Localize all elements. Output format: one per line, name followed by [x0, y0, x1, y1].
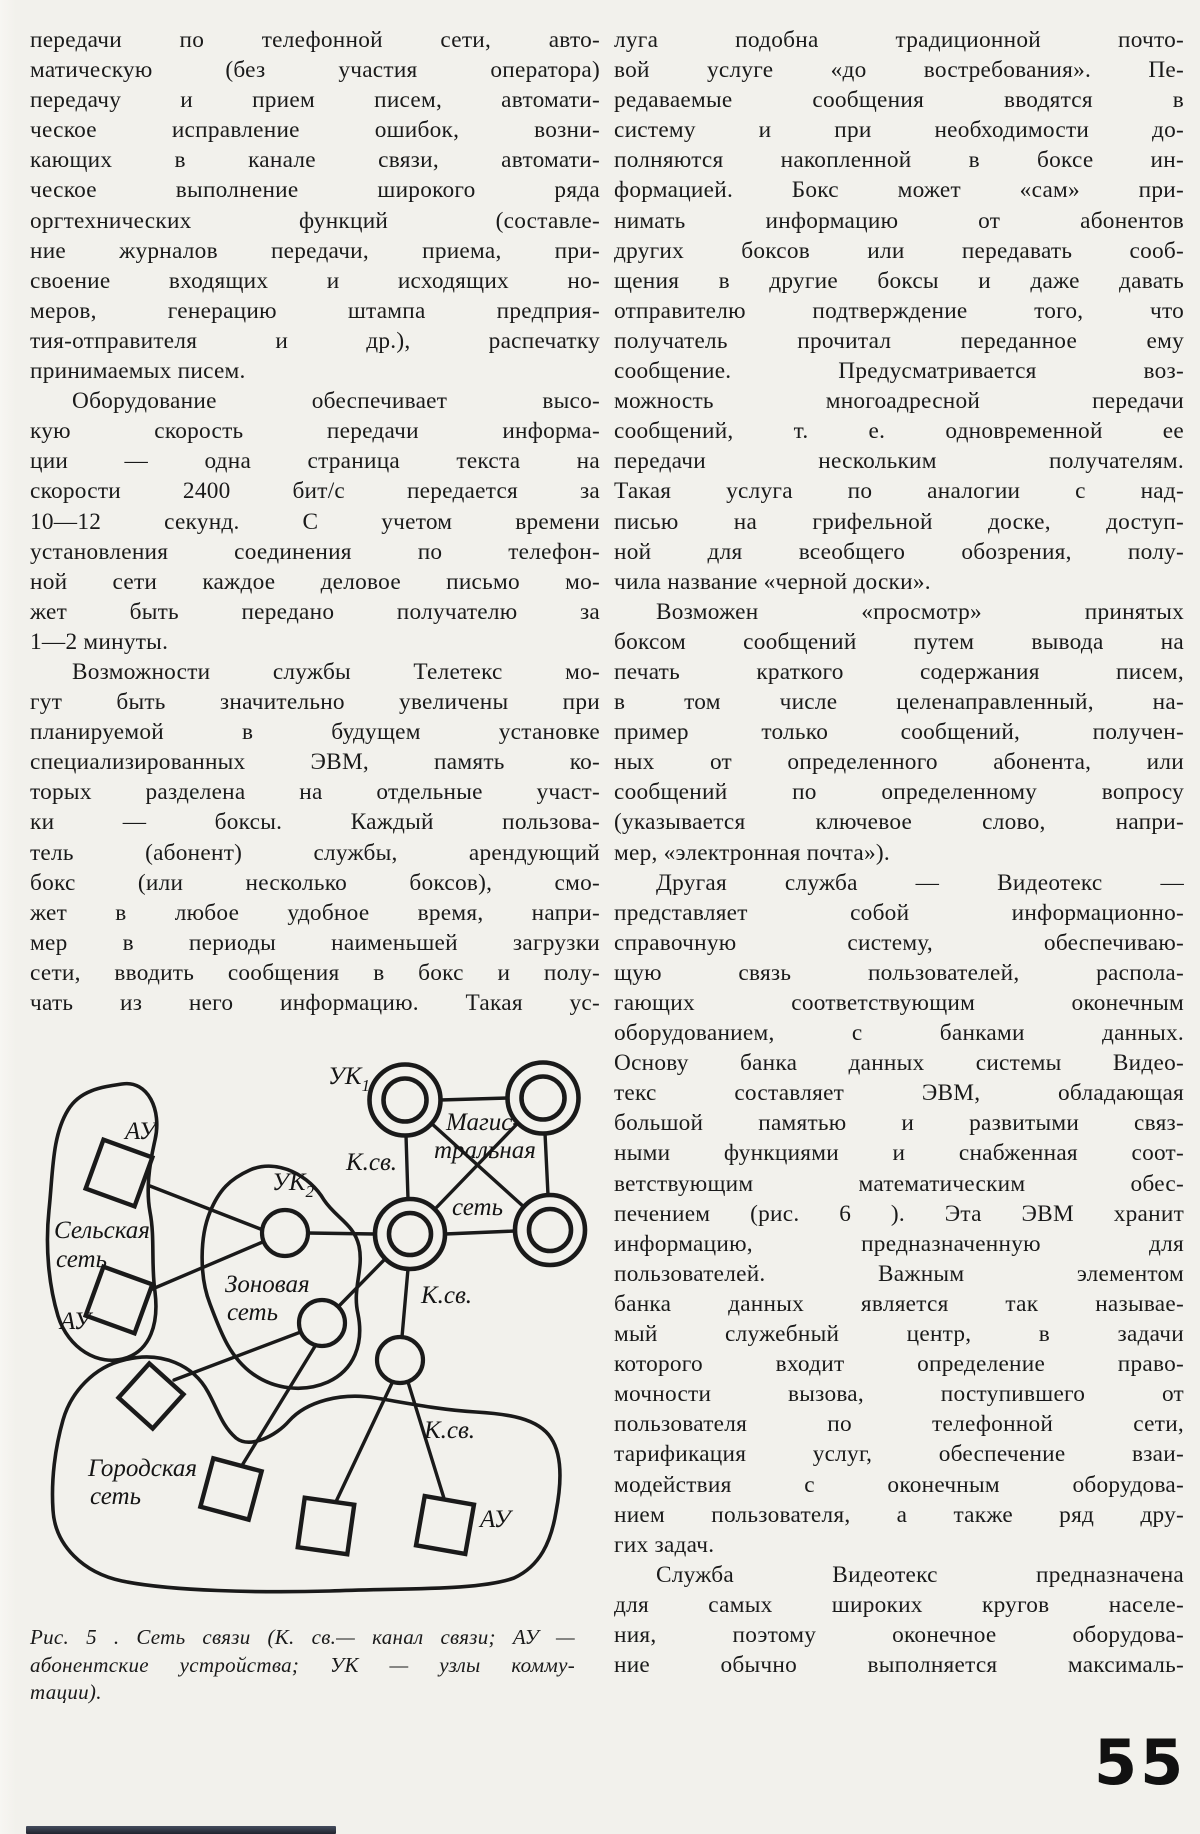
- text-line: нием пользователя, а также ряд дру-: [614, 1501, 1184, 1528]
- text-line: ки — боксы. Каждый пользова-: [30, 809, 600, 836]
- label-magistral-1: Магис-: [446, 1109, 521, 1136]
- text-line: других боксов или передавать сооб-: [614, 237, 1184, 264]
- text-line: щую связь пользователей, распола-: [614, 959, 1184, 986]
- label-uk2: $УК_2$: [272, 1169, 314, 1201]
- text-line: оргтехнических функций (составле-: [30, 207, 600, 234]
- text-line: (указывается ключевое слово, напри-: [614, 809, 1184, 836]
- label-rural-2: сеть: [56, 1246, 107, 1273]
- text-line: мый служебный центр, в задачи: [614, 1321, 1184, 1348]
- text-line: установления соединения по телефон-: [30, 538, 600, 565]
- text-line: для самых широких кругов населе-: [614, 1591, 1184, 1618]
- au-device-5: [298, 1498, 354, 1554]
- right-text-column: [614, 25, 1184, 1680]
- text-line: матическую (без участия оператора): [30, 57, 600, 84]
- text-line: модействия с оконечным оборудова-: [614, 1471, 1184, 1498]
- text-line: представляет собой информационно-: [614, 899, 1184, 926]
- text-line: 10—12 секунд. С учетом времени: [30, 508, 600, 535]
- text-line: боксом сообщений путем вывода на: [614, 628, 1184, 655]
- channel-top2-right: [545, 1133, 548, 1195]
- text-line: Другая служба — Видеотекс —: [656, 869, 1184, 896]
- text-line: пользователей. Важным элементом: [614, 1260, 1184, 1287]
- au-device-6: [416, 1496, 474, 1554]
- text-line: информацию, предназначенную для: [614, 1230, 1184, 1257]
- text-line: передачи нескольким получателям.: [614, 448, 1184, 475]
- text-line: кую скорость передачи информа-: [30, 418, 600, 445]
- text-line: бокс (или несколько боксов), смо-: [30, 869, 600, 896]
- text-line: Возможности службы Телетекс мо-: [72, 658, 600, 685]
- channel-uk2-center: [308, 1233, 375, 1234]
- text-line: ние журналов передачи, приема, при-: [30, 237, 600, 264]
- label-magistral-3: сеть: [452, 1194, 503, 1221]
- text-line: ния, поэтому оконечное оборудова-: [614, 1621, 1184, 1648]
- text-line: мер, «электронная почта»).: [614, 839, 890, 866]
- text-line: систему и при необходимости до-: [614, 117, 1184, 144]
- text-line: ной для всеобщего обозрения, полу-: [614, 538, 1184, 565]
- text-line: Возможен «просмотр» принятых: [656, 598, 1184, 625]
- label-au-3: АУ: [480, 1506, 511, 1533]
- text-line: 1—2 минуты.: [30, 628, 169, 655]
- network-diagram-svg: [22, 1040, 602, 1615]
- text-line: своение входящих и исходящих но-: [30, 267, 600, 294]
- text-line: сообщение. Предусматривается воз-: [614, 358, 1184, 385]
- text-line: полняются накопленной в боксе ин-: [614, 147, 1184, 174]
- text-line: справочную систему, обеспечиваю-: [614, 929, 1184, 956]
- text-line: ными функциями и снабженная соот-: [614, 1140, 1184, 1167]
- text-line: сообщений по определенному вопросу: [614, 779, 1184, 806]
- text-line: формацией. Бокс может «сам» при-: [614, 177, 1184, 204]
- text-line: торых разделена на отдельные участ-: [30, 779, 600, 806]
- text-line: ние обычно выполняется максималь-: [614, 1652, 1184, 1679]
- text-line: Оборудование обеспечивает высо-: [72, 388, 600, 415]
- uk-node-center: [375, 1199, 445, 1269]
- left-text-column: [30, 25, 600, 1018]
- channel-au3-zone2: [174, 1330, 306, 1380]
- caption-line: абонентские устройства; УК — узлы комму-: [30, 1652, 575, 1677]
- text-line: вой услуге «до востребования». Пе-: [614, 57, 1184, 84]
- text-line: сети, вводить сообщения в бокс и полу-: [30, 959, 600, 986]
- text-line: редаваемые сообщения вводятся в: [614, 87, 1184, 114]
- figure-caption: [30, 1624, 575, 1707]
- label-zone-2: сеть: [227, 1299, 278, 1326]
- text-line: тель (абонент) службы, арендующий: [30, 839, 600, 866]
- au-device-1: [86, 1140, 153, 1207]
- text-line: принимаемых писем.: [30, 358, 246, 385]
- scan-artifact-strip: [26, 1826, 336, 1834]
- label-magistral-2: тральная: [434, 1137, 536, 1164]
- text-line: специализированных ЭВМ, память ко-: [30, 749, 600, 776]
- text-line: передачу и прием писем, автомати-: [30, 87, 600, 114]
- text-line: пример только сообщений, получен-: [614, 719, 1184, 746]
- caption-line: Рис. 5 . Сеть связи (К. св.— канал связи; АУ —: [30, 1625, 575, 1649]
- text-line: большой памятью и развитыми связ-: [614, 1110, 1184, 1137]
- text-line: печением (рис. 6 ). Эта ЭВМ хранит: [614, 1200, 1184, 1227]
- text-line: ческое исправление ошибок, возни-: [30, 117, 600, 144]
- label-city-1: Городская: [88, 1455, 198, 1482]
- au-device-4: [200, 1458, 261, 1519]
- text-line: чать из него информацию. Такая ус-: [30, 990, 600, 1016]
- text-line: Такая услуга по аналогии с над-: [614, 478, 1184, 505]
- text-line: получатель прочитал переданное ему: [614, 327, 1184, 354]
- text-line: сообщений, т. е. одновременной ее: [614, 418, 1184, 445]
- text-line: пользователя по телефонной сети,: [614, 1411, 1184, 1438]
- uk-node-1: [370, 1065, 441, 1136]
- au-device-3: [119, 1364, 184, 1429]
- text-line: меров, генерацию штампа предприя-: [30, 297, 600, 324]
- text-line: жет быть передано получателю за: [30, 598, 600, 625]
- zone-node-2: [299, 1300, 345, 1346]
- channel-center-right: [445, 1231, 515, 1234]
- label-au-1: АУ: [125, 1118, 156, 1145]
- channel-center-zone3: [402, 1269, 408, 1337]
- label-ksv-3: К.св.: [424, 1417, 476, 1444]
- text-line: гих задач.: [614, 1531, 715, 1558]
- label-city-2: сеть: [90, 1483, 141, 1510]
- text-line: писью на грифельной доске, доступ-: [614, 508, 1184, 535]
- label-uk1: $УК_1$: [328, 1063, 370, 1095]
- channel-zone3-au6: [408, 1382, 447, 1508]
- text-line: можность многоадресной передачи: [614, 388, 1184, 415]
- label-zone-1: Зоновая: [225, 1271, 310, 1298]
- text-line: оборудованием, с банками данных.: [614, 1020, 1184, 1047]
- label-ksv-2: К.св.: [421, 1282, 473, 1309]
- text-line: ных от определенного абонента, или: [614, 749, 1184, 776]
- text-line: мер в периоды наименьшей загрузки: [30, 929, 600, 956]
- text-line: чила название «черной доски».: [614, 568, 931, 595]
- text-line: жет в любое удобное время, напри-: [30, 899, 600, 926]
- text-line: печать краткого содержания писем,: [614, 658, 1184, 685]
- text-line: банка данных является так называе-: [614, 1290, 1184, 1317]
- text-line: луга подобна традиционной почто-: [614, 27, 1184, 53]
- text-line: мочности вызова, поступившего от: [614, 1381, 1184, 1408]
- figure-network-diagram: [22, 1040, 602, 1615]
- text-line: щения в другие боксы и даже давать: [614, 267, 1184, 294]
- text-line: которого входит определение право-: [614, 1351, 1184, 1378]
- text-line: нимать информацию от абонентов: [614, 207, 1184, 234]
- text-line: в том числе целенаправленный, на-: [614, 689, 1184, 716]
- text-line: тия-отправителя и др.), распечатку: [30, 327, 600, 354]
- au-device-2: [86, 1267, 153, 1334]
- channel-uk1-top2: [440, 1098, 508, 1100]
- text-line: гут быть значительно увеличены при: [30, 689, 600, 716]
- text-line: гающих соответствующим оконечным: [614, 990, 1184, 1016]
- text-line: планируемой в будущем установке: [30, 719, 600, 746]
- text-line: передачи по телефонной сети, авто-: [30, 27, 600, 53]
- text-line: ции — одна страница текста на: [30, 448, 600, 475]
- label-ksv-1: К.св.: [346, 1149, 398, 1176]
- text-line: отправителю подтверждение того, что: [614, 297, 1184, 324]
- text-line: ной сети каждое деловое письмо мо-: [30, 568, 600, 595]
- text-line: Основу банка данных системы Видео-: [614, 1050, 1184, 1077]
- text-line: ветствующим математическим обес-: [614, 1170, 1184, 1197]
- text-line: скорости 2400 бит/с передается за: [30, 478, 600, 505]
- uk-node-bottom-right: [515, 1195, 585, 1265]
- channel-center-uk1: [406, 1135, 408, 1199]
- text-line: тарификация услуг, обеспечение взаи-: [614, 1441, 1184, 1468]
- channel-zone3-au5: [333, 1381, 393, 1508]
- text-line: текс составляет ЭВМ, обладающая: [614, 1080, 1184, 1107]
- label-rural-1: Сельская: [54, 1217, 150, 1244]
- text-line: ческое выполнение широкого ряда: [30, 177, 600, 204]
- zone-node-3: [377, 1337, 423, 1383]
- label-au-2: АУ: [60, 1308, 91, 1335]
- text-line: кающих в канале связи, автомати-: [30, 147, 600, 174]
- text-line: Служба Видеотекс предназначена: [656, 1561, 1184, 1588]
- zone-node-uk2: [262, 1210, 308, 1256]
- caption-line: тации).: [30, 1680, 102, 1704]
- page-number: 55: [1094, 1726, 1187, 1799]
